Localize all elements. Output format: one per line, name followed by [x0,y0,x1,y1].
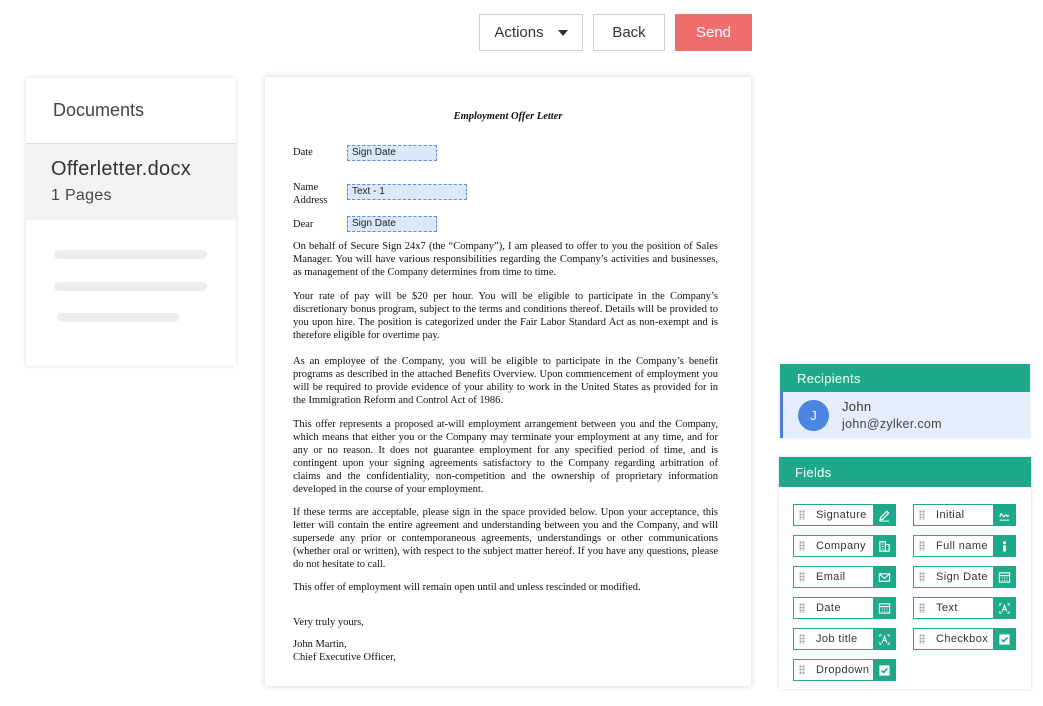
field-label: Company [816,540,866,552]
sign-date-field[interactable]: Sign Date [347,145,437,161]
building-icon [873,536,895,556]
paragraph-acceptance: If these terms are acceptable, please sign in the space provided below. Upon your acceptance, this letter will contain the entire agreement and understanding between you and the Company, and will supersede any prior or contemporaneous agreements, understandings or other communications (whether oral or written), with respect to the subject matter hereof. If you have any questions, please do not hesitate to call. [293,507,718,570]
field-label: Checkbox [936,633,989,645]
paragraph-benefits: As an employee of the Company, you will be eligible to participate in the Company’s benefit programs as described in the attached Benefits Overview. Upon commencement of employment you will be required to provide evidence of your ability to work in the United States as provided for in the Immigration Reform and Control Act of 1986. [293,356,718,406]
text-box-icon [993,598,1015,618]
field-date[interactable] [793,597,896,619]
signer-title: Chief Executive Officer, [293,652,396,663]
field-dropdown[interactable] [793,659,896,681]
field-label: Sign Date [936,571,988,583]
fields-title: Fields [779,457,1031,487]
recipients-panel [780,364,1030,438]
address-label: Address [293,195,328,206]
drag-handle-icon [919,541,925,551]
field-email[interactable] [793,566,896,588]
drag-handle-icon [799,572,805,582]
placeholder-line [54,250,207,259]
calendar-icon [873,598,895,618]
actions-label: Actions [494,24,544,41]
document-list-item[interactable] [26,144,236,220]
text-field[interactable]: Text - 1 [347,184,467,200]
caret-down-icon [558,30,568,36]
recipient-email: john@zylker.com [842,417,942,431]
document-title: Employment Offer Letter [453,111,563,122]
field-label: Initial [936,509,965,521]
field-label: Dropdown [816,664,870,676]
field-company[interactable] [793,535,896,557]
field-sign-date[interactable] [913,566,1016,588]
drag-handle-icon [799,634,805,644]
drag-handle-icon [799,541,805,551]
name-label: Name [293,182,319,193]
document-page [265,77,751,686]
drag-handle-icon [919,634,925,644]
paragraph-open-offer: This offer of employment will remain open until and unless rescinded or modified. [293,582,641,593]
field-label: Signature [816,509,867,521]
field-job-title[interactable] [793,628,896,650]
document-page-count: 1 Pages [51,187,112,204]
signer-name: John Martin, [293,639,347,650]
document-name: Offerletter.docx [51,158,192,180]
drag-handle-icon [919,603,925,613]
initial-signature-icon [993,505,1015,525]
documents-title: Documents [26,78,236,144]
send-button[interactable]: Send [675,14,752,51]
checkbox-icon [993,629,1015,649]
avatar: J [798,400,829,431]
drag-handle-icon [799,665,805,675]
field-label: Text [936,602,958,614]
field-signature[interactable] [793,504,896,526]
person-icon [993,536,1015,556]
pen-icon [873,505,895,525]
actions-dropdown-button[interactable] [479,14,583,51]
closing-text: Very truly yours, [293,617,364,628]
paragraph-position: On behalf of Secure Sign 24x7 (the “Company”), I am pleased to offer to you the position of Sales Manager. You will have various responsibilities regarding the Company’s activities and businesses, as management of the Company determines from time to time. [293,241,718,278]
dear-sign-date-field[interactable]: Sign Date [347,216,437,232]
dear-label: Dear [293,219,314,230]
drag-handle-icon [799,603,805,613]
recipient-name: John [842,399,872,414]
fields-panel [779,457,1031,689]
checkbox-icon [873,660,895,680]
field-label: Full name [936,540,988,552]
documents-panel [26,78,236,366]
field-text[interactable] [913,597,1016,619]
calendar-icon [993,567,1015,587]
field-label: Email [816,571,846,583]
drag-handle-icon [919,510,925,520]
recipients-title: Recipients [780,364,1030,392]
recipient-item[interactable] [780,392,1030,438]
field-full-name[interactable] [913,535,1016,557]
back-button[interactable]: Back [593,14,665,51]
placeholder-line [54,282,207,291]
drag-handle-icon [799,510,805,520]
field-initial[interactable] [913,504,1016,526]
paragraph-at-will: This offer represents a proposed at-will employment arrangement between you and the Company, which means that either you or the Company may terminate your employment at any time, and for any or no reason. It does not guarantee employment for any specified period of time, and is contingent upon your signing agreements satisfactory to the Company regarding arbitration of claims and the confidentiality, non-competition and the ownership of proprietary information developed in the course of your employment. [293,419,718,495]
field-checkbox[interactable] [913,628,1016,650]
placeholder-line [57,313,179,322]
date-label: Date [293,147,313,158]
drag-handle-icon [919,572,925,582]
field-label: Date [816,602,841,614]
paragraph-pay: Your rate of pay will be $20 per hour. You will be eligible to participate in the Company’s discretionary bonus program, subject to the terms and conditions thereof. Details will be provided to you upon hire. The position is categorized under the Fair Labor Standard Act as non-exempt and is therefore eligible for overtime pay. [293,291,718,341]
text-box-icon [873,629,895,649]
envelope-icon [873,567,895,587]
field-label: Job title [816,633,858,645]
